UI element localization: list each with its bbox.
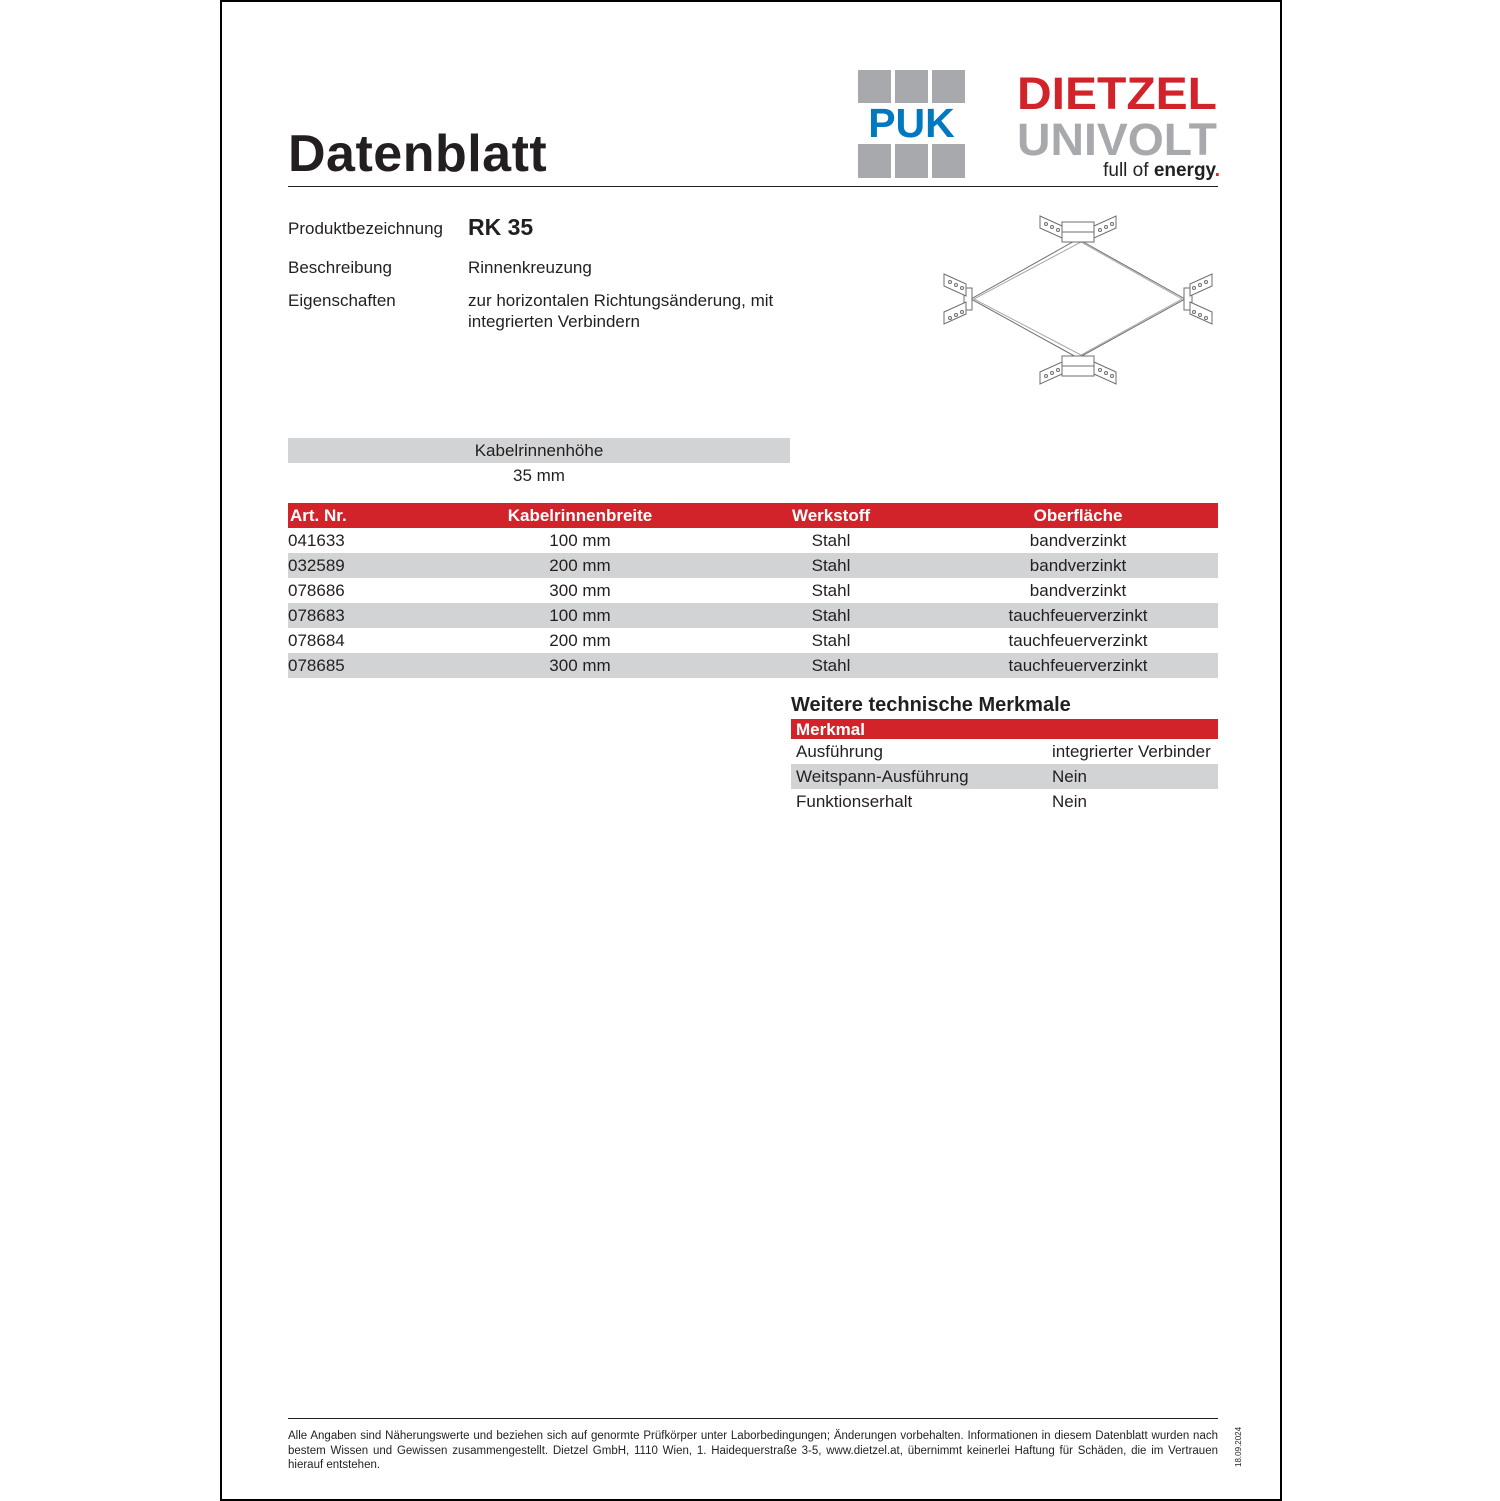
footer-disclaimer: Alle Angaben sind Näherungswerte und beziehen sich auf genormte Prüfkörper unter Laborbedingungen; Änderungen vorbehalten. Informationen in diesem Datenblatt wurden nach bestem Wissen und Gewissen zusammengestellt. Dietzel GmbH, 1110 Wien, 1. Haidequerstraße 3-5, www.dietzel.at, übernimmt keinerlei Haftung für Schäden, die im Vertrauen hierauf entstehen.	[288, 1430, 1218, 1471]
slogan	[1103, 160, 1220, 182]
height-header: Kabelrinnenhöhe	[474, 441, 604, 460]
material: Stahl	[811, 656, 851, 675]
width: 200 mm	[549, 556, 611, 575]
feature-value: Nein	[1052, 792, 1087, 811]
material: Stahl	[811, 556, 851, 575]
properties-value-line1: zur horizontalen Richtungsänderung, mit	[468, 291, 774, 310]
feature-name: Funktionserhalt	[796, 792, 913, 811]
product-name-label: Produktbezeichnung	[288, 219, 444, 238]
footer-rule	[288, 1418, 1218, 1419]
width: 100 mm	[549, 606, 611, 625]
header-material: Werkstoff	[791, 506, 871, 525]
slogan-prefix: full of	[1103, 160, 1154, 181]
surface: bandverzinkt	[1029, 531, 1127, 550]
surface: tauchfeuerverzinkt	[1008, 656, 1148, 675]
articles-header-row	[288, 503, 1218, 528]
univolt-text: UNIVOLT	[1017, 114, 1217, 165]
feature-name: Weitspann-Ausführung	[796, 767, 969, 786]
table-row	[288, 603, 1218, 628]
properties-value-line2: integrierten Verbindern	[468, 312, 641, 331]
width: 300 mm	[549, 581, 611, 600]
product-name-value: RK 35	[468, 214, 534, 240]
dietzel-univolt-logo	[1012, 68, 1222, 186]
table-row	[288, 578, 1218, 603]
material: Stahl	[811, 581, 851, 600]
feature-row	[791, 739, 1218, 764]
dietzel-text: DIETZEL	[1017, 68, 1217, 119]
surface: bandverzinkt	[1029, 556, 1127, 575]
table-row	[288, 628, 1218, 653]
header-width: Kabelrinnenbreite	[507, 506, 653, 525]
page-title: Datenblatt	[288, 125, 548, 183]
width: 100 mm	[549, 531, 611, 550]
description-label: Beschreibung	[288, 258, 392, 277]
properties-label: Eigenschaften	[288, 291, 396, 310]
surface: tauchfeuerverzinkt	[1008, 606, 1148, 625]
table-row	[288, 653, 1218, 678]
table-row	[288, 528, 1218, 553]
puk-logo	[858, 70, 965, 178]
material: Stahl	[811, 531, 851, 550]
description-value: Rinnenkreuzung	[468, 258, 592, 277]
feature-row	[791, 789, 1218, 814]
art-nr: 078683	[288, 606, 345, 625]
surface: tauchfeuerverzinkt	[1008, 631, 1148, 650]
art-nr: 041633	[288, 531, 345, 550]
material: Stahl	[811, 631, 851, 650]
height-value: 35 mm	[513, 466, 565, 485]
width: 200 mm	[549, 631, 611, 650]
header-rule	[288, 186, 1218, 187]
features-heading: Weitere technische Merkmale	[791, 694, 1071, 716]
height-header-bar	[288, 438, 790, 463]
art-nr: 078686	[288, 581, 345, 600]
header-art-nr: Art. Nr.	[290, 506, 347, 525]
product-drawing	[938, 212, 1218, 392]
feature-value: Nein	[1052, 767, 1087, 786]
features-header: Merkmal	[796, 720, 865, 739]
footer-date: 18.09.2024	[1234, 1426, 1243, 1467]
slogan-dot: .	[1214, 160, 1220, 181]
surface: bandverzinkt	[1029, 581, 1127, 600]
datasheet-page	[220, 0, 1282, 1501]
art-nr: 032589	[288, 556, 345, 575]
feature-row	[791, 764, 1218, 789]
header-surface: Oberfläche	[1033, 506, 1123, 525]
material: Stahl	[811, 606, 851, 625]
features-header-row	[791, 719, 1218, 739]
puk-logo-text: PUK	[868, 100, 955, 146]
feature-value: integrierter Verbinder	[1052, 742, 1211, 761]
art-nr: 078685	[288, 656, 345, 675]
art-nr: 078684	[288, 631, 345, 650]
table-row	[288, 553, 1218, 578]
feature-name: Ausführung	[796, 742, 883, 761]
width: 300 mm	[549, 656, 611, 675]
slogan-bold: energy	[1153, 160, 1215, 181]
